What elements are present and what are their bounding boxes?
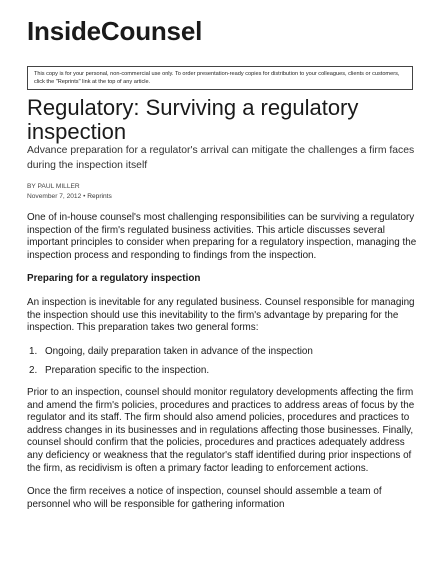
body-paragraph: Prior to an inspection, counsel should monitor regulatory developments affecting the firm and amend the firm's policies, procedures and practices to address areas of focus by the regulator and its staff. The firm should also amend policies, procedures and practices to address changes in its businesses and in regulations affecting those businesses. Finally, counsel should confirm that the policies, procedures and practices adequately address any deficiency or weakness that the regulator's staff identified during prior inspections of the firm, as recidivism is often a primary factor leading to enforcement actions.	[27, 386, 415, 474]
list-item-text: Preparation specific to the inspection.	[45, 365, 210, 377]
list-number: 1.	[29, 345, 38, 357]
masthead-logo[interactable]: InsideCounsel	[27, 16, 203, 46]
byline-separator: •	[81, 192, 88, 200]
body-paragraph: Once the firm receives a notice of inspection, counsel should assemble a team of personnel who will be responsible for gathering information	[27, 486, 382, 510]
reprint-notice: This copy is for your personal, non-commercial use only. To order presentation-ready copies for distribution to your colleagues, clients or customers, click the "Reprints" link at the top of any article.	[27, 66, 413, 90]
article-subtitle: Advance preparation for a regulator's arrival can mitigate the challenges a firm faces during the inspection itself	[27, 145, 415, 171]
body-paragraph: An inspection is inevitable for any regulated business. Counsel responsible for managing the inspection should use this inevitability to the firm's advantage by preparing for the inspection. This preparation takes two general forms:	[27, 296, 415, 334]
section-heading: Preparing for a regulatory inspection	[27, 273, 201, 285]
list-item	[27, 365, 423, 378]
numbered-list	[27, 346, 423, 378]
byline	[27, 182, 112, 201]
article-body	[27, 212, 423, 522]
article-title: Regulatory: Surviving a regulatory inspection	[27, 95, 359, 144]
intro-paragraph: One of in-house counsel's most challenging responsibilities can be surviving a regulatory inspection of the firm's regulated business activities. This article discusses several important principles to consider when preparing for a regulatory inspection, managing the inspection process and responding to findings from the inspection.	[27, 212, 417, 261]
list-item-text: Ongoing, daily preparation taken in advance of the inspection	[45, 345, 313, 357]
dateline	[27, 192, 112, 202]
list-number: 2.	[29, 365, 38, 377]
reprints-link[interactable]: Reprints	[87, 192, 112, 200]
author: BY PAUL MILLER	[27, 183, 80, 190]
publish-date: November 7, 2012	[27, 192, 82, 200]
list-item	[27, 346, 423, 359]
